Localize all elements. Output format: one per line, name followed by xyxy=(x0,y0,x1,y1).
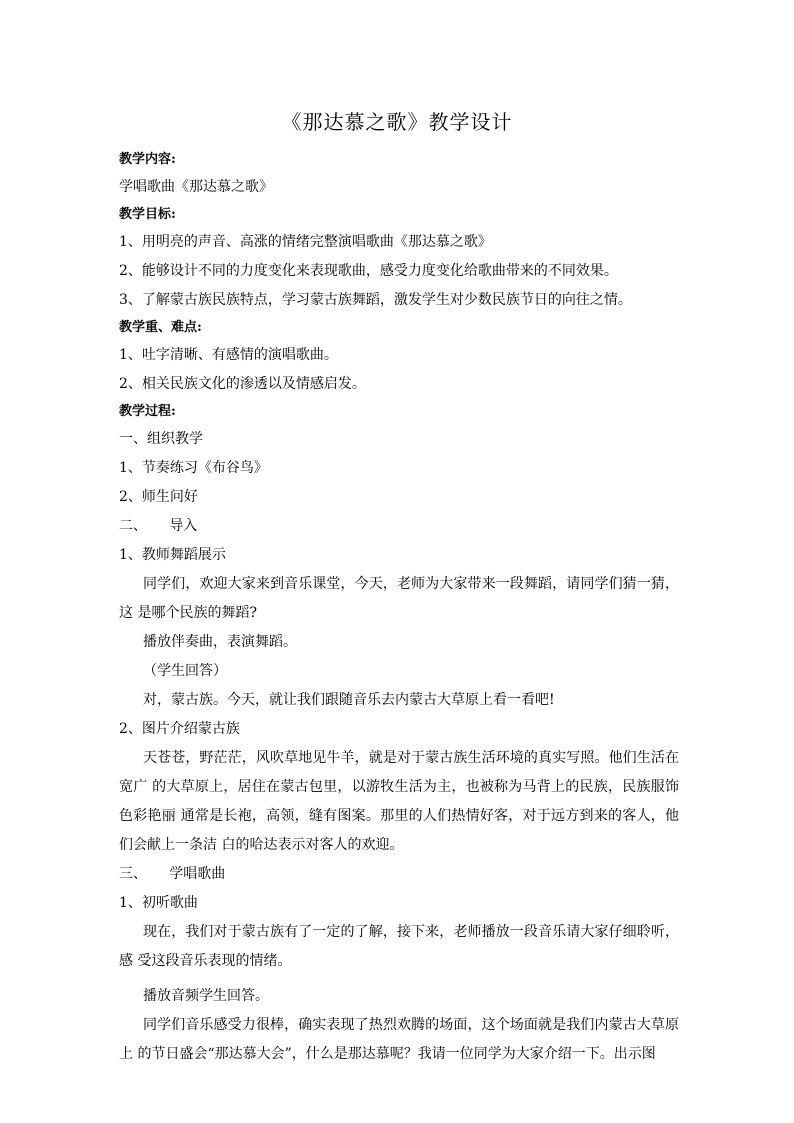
content-heading: 教学内容: xyxy=(119,152,176,167)
part1-item-2: 2、师生问好 xyxy=(119,489,198,505)
part3-title: 三、 学唱歌曲 xyxy=(119,866,226,882)
part2-play: 播放伴奏曲，表演舞蹈。 xyxy=(143,634,297,650)
part3-sub1: 1、初听歌曲 xyxy=(119,895,198,911)
goal-item-1: 1、用明亮的声音、高涨的情绪完整演唱歌曲《那达慕之歌》 xyxy=(119,234,492,250)
part3-sub1-paragraph: 现在，我们对于蒙古族有了一定的了解，接下来，老师播放一段音乐请大家仔细聆听，感 受这段音乐表现的情绪。 xyxy=(119,924,679,969)
part3-play: 播放音频学生回答。 xyxy=(143,988,269,1004)
document-title: 《那达慕之歌》教学设计 xyxy=(281,110,513,134)
key-item-2: 2、相关民族文化的渗透以及情感启发。 xyxy=(119,376,366,392)
content-text: 学唱歌曲《那达慕之歌》 xyxy=(119,179,273,195)
key-item-1: 1、吐字清晰、有感情的演唱歌曲。 xyxy=(119,347,338,363)
process-heading: 教学过程: xyxy=(119,404,176,419)
part1-item-1: 1、节奏练习《布谷鸟》 xyxy=(119,460,268,476)
part2-answer: （学生回答） xyxy=(143,663,227,679)
goals-heading: 教学目标: xyxy=(119,207,176,222)
goal-item-2: 2、能够设计不同的力度变化来表现歌曲，感受力度变化给歌曲带来的不同效果。 xyxy=(119,263,618,279)
goal-item-3: 3、了解蒙古族民族特点，学习蒙古族舞蹈，激发学生对少数民族节日的向往之情。 xyxy=(119,292,632,308)
key-heading: 教学重、难点: xyxy=(119,320,202,335)
part3-last-paragraph: 同学们音乐感受力很棒，确实表现了热烈欢腾的场面，这个场面就是我们内蒙古大草原上 的节日盛会“那达慕大会”，什么是那达慕呢？我请一位同学为大家介绍一下。出示图 xyxy=(119,1017,679,1062)
part2-sub1-paragraph: 同学们，欢迎大家来到音乐课堂，今天，老师为大家带来一段舞蹈，请同学们猜一猜，这 是哪个民族的舞蹈? xyxy=(119,576,679,621)
part2-reply: 对，蒙古族。今天，就让我们跟随音乐去内蒙古大草原上看一看吧! xyxy=(143,692,555,708)
document-body xyxy=(119,147,679,1069)
part2-title: 二、 导入 xyxy=(119,518,198,534)
part1-title: 一、组织教学 xyxy=(119,431,203,447)
part2-sub2-paragraph: 天苍苍，野茫茫，风吹草地见牛羊，就是对于蒙古族生活环境的真实写照。他们生活在宽广 的大草原上，居住在蒙古包里，以游牧生活为主，也被称为马背上的民族，民族服饰色彩艳丽 通常是长袍，高领，缝有图案。那里的人们热情好客，对于远方到来的客人，他们会献上一条洁 白的哈达表示对客人的欢迎。 xyxy=(119,750,679,853)
part2-sub1: 1、教师舞蹈展示 xyxy=(119,547,226,563)
part2-sub2: 2、图片介绍蒙古族 xyxy=(119,721,240,737)
